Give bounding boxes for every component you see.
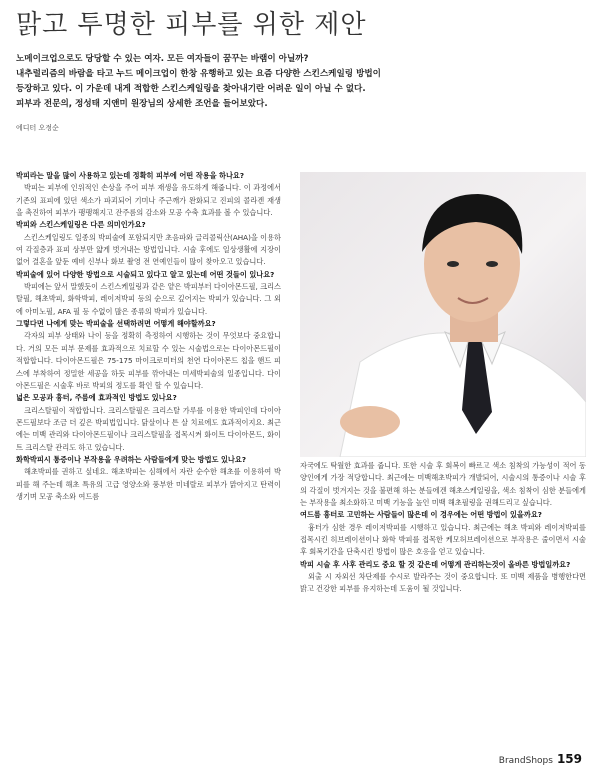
- answer: 박피는 피부에 인위적인 손상을 주어 피부 재생을 유도하게 해줍니다. 이 과정에서 기존의 표피에 있던 색소가 파괴되어 기미나 주근깨가 완화되고 진피의 콜라겐 재생을 촉진하여 피부가 팽팽해지고 잔주름의 감소와 모공 수축 효과를 볼 수 있습니다.: [16, 183, 281, 218]
- question: 박피라는 말을 많이 사용하고 있는데 정확히 피부에 어떤 작용을 하나요?: [16, 171, 245, 180]
- question: 화학박피시 통증이나 부작용을 우려하는 사람들에게 맞는 방법도 있나요?: [16, 454, 246, 464]
- left-column: [16, 170, 281, 760]
- question: 박피 시술 후 사후 관리도 중요 할 것 같은데 어떻게 관리하는것이 올바른 방법일까요?: [300, 559, 571, 569]
- answer: 자국에도 탁월한 효과를 줍니다. 또한 시술 후 회복이 빠르고 색소 침착의 가능성이 적어 동양인에게 가장 적당합니다. 최근에는 미백해초박피가 개발되어, 시술시의 통증이나 시술 후의 각질이 벗겨지는 것을 불편해 하는 분들에겐 해초스케일링을, 색소 침착이 심한 분들에게는 부작용을 최소화하고 미백 기능을 높인 미백 해초필링을 권해드리고 싶습니다.: [300, 461, 586, 508]
- page-title: 맑고 투명한 피부를 위한 제안: [16, 10, 367, 40]
- answer: 해초박피를 권하고 싶네요. 해초박피는 심해에서 자란 순수한 해초를 이용하여 박피를 해 주는데 해초 특유의 고급 영양소와 풍부한 미네랄로 피부가 맑아지고 탄력이 생기며 모공 축소와 여드름: [16, 467, 281, 501]
- question: 박피술에 있어 다양한 방법으로 시술되고 있다고 알고 있는데 어떤 것들이 있나요?: [16, 269, 275, 279]
- brand-name: BrandShops: [498, 756, 553, 766]
- answer: 스킨스케일링도 일종의 박피술에 포함되지만 초음파와 글리콜릭산(AHA)을 이용하여 각질층과 표피 상부만 얇게 벗겨내는 방법입니다. 시술 후에도 일상생활에 지장이 없어 결혼을 앞둔 예비 신부나 화보 촬영 전 연예인들이 많이 찾아오고 있습니다.: [16, 232, 281, 267]
- doctor-portrait-photo: [300, 172, 586, 457]
- portrait-illustration: [300, 172, 586, 457]
- answer: 박피에는 앞서 말했듯이 스킨스케일링과 같은 얕은 박피부터 다이아몬드필, 크리스탈필, 해초박피, 화학박피, 레이저박피 등의 순으로 깊어지는 박피가 있습니다. 그 외에 아미노필, AFA 필 등 수없이 많은 종류의 박피가 있습니다.: [16, 282, 281, 316]
- lead-line: 피부과 전문의, 정성태 지앤미 원장님의 상세한 조언을 들어보았다.: [16, 99, 268, 109]
- byline: 에디터 오정순: [16, 124, 59, 132]
- answer: 흉터가 심한 경우 레이저박피를 시행하고 있습니다. 최근에는 해초 박피와 레이저박피를 접목시킨 히브레이션이나 화학 박피를 접목한 케모허브레이션으로 부작용은 줄이면서 시술 후 회복기간을 단축시킨 방법이 많은 호응을 얻고 있습니다.: [300, 522, 586, 557]
- question: 넓은 모공과 흉터, 주름에 효과적인 방법도 있나요?: [16, 393, 177, 403]
- lead-line: 등장하고 있다. 이 가운데 내게 적합한 스킨스케일링을 찾아내기란 어려운 일이 아닐 수 없다.: [16, 84, 366, 94]
- question: 박피와 스킨스케일링은 다른 의미인가요?: [16, 220, 146, 230]
- lead-line: 내추럴리즘의 바람을 타고 누드 메이크업이 한창 유행하고 있는 요즘 다양한 스킨스케일링 방법이: [16, 69, 381, 79]
- answer: 각자의 피부 상태와 나이 등을 정확히 측정하여 시행하는 것이 무엇보다 중요합니다. 거의 모든 피부 문제를 효과적으로 치료할 수 있는 시술법으로는 다이아몬드필이 적합합니다. 다이아몬드필은 75-175 마이크로미터의 천연 다이아몬드 칩을 핸드 피스에 부착하여 정밀한 세공을 하듯 피부를 깎아내는 미세박피술의 일종입니다. 다이아몬드필은 시술후 바로 박피의 정도를 확인 할 수 있습니다.: [16, 331, 281, 390]
- answer: 크리스탈필이 적합합니다. 크리스탈필은 크리스탈 가루를 이용한 박피인데 다이아몬드필보다 조금 더 깊은 박피법입니다. 닭살이나 튼 살 치료에도 효과적이지요. 최근에는 미백 관리와 다이아몬드필이나 크리스탈필을 접목시켜 화이트 다이아몬드, 화이트 크리스탈 관리도 하고 있습니다.: [16, 405, 281, 452]
- question: 여드름 흉터로 고민하는 사람들이 많은데 이 경우에는 어떤 방법이 있을까요?: [300, 510, 542, 520]
- question: 그렇다면 나에게 맞는 박피술을 선택하려면 어떻게 해야할까요?: [16, 319, 216, 329]
- lead-line: 노메이크업으로도 당당할 수 있는 여자. 모든 여자들이 꿈꾸는 바램이 아닐까?: [16, 54, 309, 64]
- page-number: 159: [556, 752, 582, 766]
- lead-paragraph: [16, 52, 586, 112]
- right-column: [300, 460, 586, 760]
- page-footer: [499, 752, 582, 766]
- answer: 외출 시 자외선 차단제를 수시로 발라주는 것이 중요합니다. 또 미백 제품을 병행한다면 밝고 건강한 피부를 유지하는데 도움이 될 것입니다.: [300, 572, 586, 594]
